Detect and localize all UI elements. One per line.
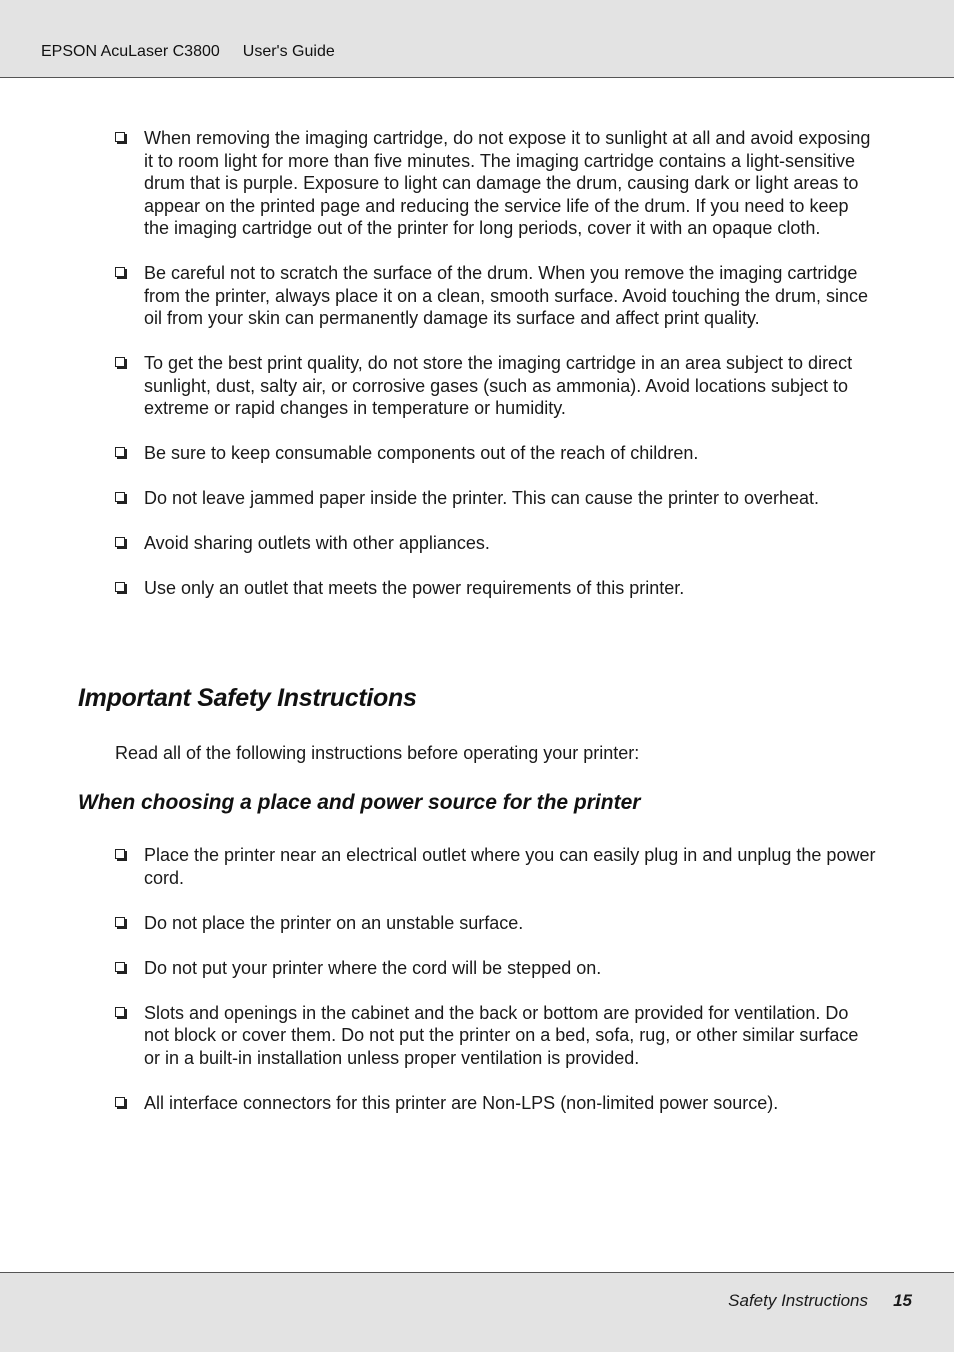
list-item xyxy=(112,352,877,420)
page-header xyxy=(0,0,954,78)
section-heading: Important Safety Instructions xyxy=(78,684,417,712)
checkbox-bullet-icon xyxy=(115,492,125,502)
list-item-text: To get the best print quality, do not store the imaging cartridge in an area subject to direct sunlight, dust, salty air, or corrosive gases (such as ammonia). Avoid locations subject to extreme or rapid changes in temperature or humidity. xyxy=(144,353,853,418)
page-footer xyxy=(0,1272,954,1352)
checkbox-bullet-icon xyxy=(115,1007,125,1017)
list-item xyxy=(112,957,877,980)
list-item-text: Slots and openings in the cabinet and the back or bottom are provided for ventilation. Do not block or cover them. Do not put the printer on a bed, sofa, rug, or other similar surface or in a built-in installation unless proper ventilation is provided. xyxy=(144,1002,859,1068)
checkbox-bullet-icon xyxy=(115,267,125,277)
header-text xyxy=(41,43,335,61)
list-item xyxy=(112,1002,877,1070)
list-item xyxy=(112,442,877,465)
list-item xyxy=(112,1092,877,1115)
list-item-text: Be sure to keep consumable components out of the reach of children. xyxy=(144,443,699,463)
list-item-text: When removing the imaging cartridge, do not expose it to sunlight at all and avoid exposing it to room light for more than five minutes. The imaging cartridge contains a light-sensitive drum that is purple. Exposure to light can damage the drum, causing dark or light areas to appear on the printed page and reducing the service life of the drum. If you need to keep the imaging cartridge out of the printer for long periods, cover it with an opaque cloth. xyxy=(144,128,871,238)
placement-instructions-list xyxy=(112,844,877,1114)
checkbox-bullet-icon xyxy=(115,537,125,547)
list-item xyxy=(112,912,877,935)
list-item-text: Be careful not to scratch the surface of the drum. When you remove the imaging cartridge from the printer, always place it on a clean, smooth surface. Avoid touching the drum, since oil from your skin can permanently damage its surface and affect print quality. xyxy=(144,263,869,328)
checkbox-bullet-icon xyxy=(115,962,125,972)
footer-section-name: Safety Instructions xyxy=(728,1291,868,1310)
page-number: 15 xyxy=(893,1291,912,1310)
list-item xyxy=(112,532,877,555)
section-intro: Read all of the following instructions before operating your printer: xyxy=(115,743,640,763)
checkbox-bullet-icon xyxy=(115,447,125,457)
list-item xyxy=(112,577,877,600)
checkbox-bullet-icon xyxy=(115,582,125,592)
list-item xyxy=(112,262,877,330)
list-item-text: Do not place the printer on an unstable surface. xyxy=(144,912,524,933)
product-name: EPSON AcuLaser C3800 xyxy=(41,43,220,60)
list-item-text: Do not put your printer where the cord will be stepped on. xyxy=(144,957,602,978)
list-item xyxy=(112,844,877,889)
list-item xyxy=(112,127,877,240)
checkbox-bullet-icon xyxy=(115,1097,125,1107)
list-item-text: Place the printer near an electrical outlet where you can easily plug in and unplug the power cord. xyxy=(144,845,876,888)
guide-name: User's Guide xyxy=(242,43,335,60)
list-item-text: Avoid sharing outlets with other appliances. xyxy=(144,533,490,553)
checkbox-bullet-icon xyxy=(115,357,125,367)
cartridge-precautions-list xyxy=(112,127,877,600)
subsection-heading: When choosing a place and power source for the printer xyxy=(78,791,641,814)
checkbox-bullet-icon xyxy=(115,849,125,859)
checkbox-bullet-icon xyxy=(115,132,125,142)
list-item-text: Do not leave jammed paper inside the printer. This can cause the printer to overheat. xyxy=(144,488,820,508)
list-item-text: Use only an outlet that meets the power requirements of this printer. xyxy=(144,578,685,598)
list-item xyxy=(112,487,877,510)
checkbox-bullet-icon xyxy=(115,917,125,927)
list-item-text: All interface connectors for this printer are Non-LPS (non-limited power source). xyxy=(144,1092,779,1113)
